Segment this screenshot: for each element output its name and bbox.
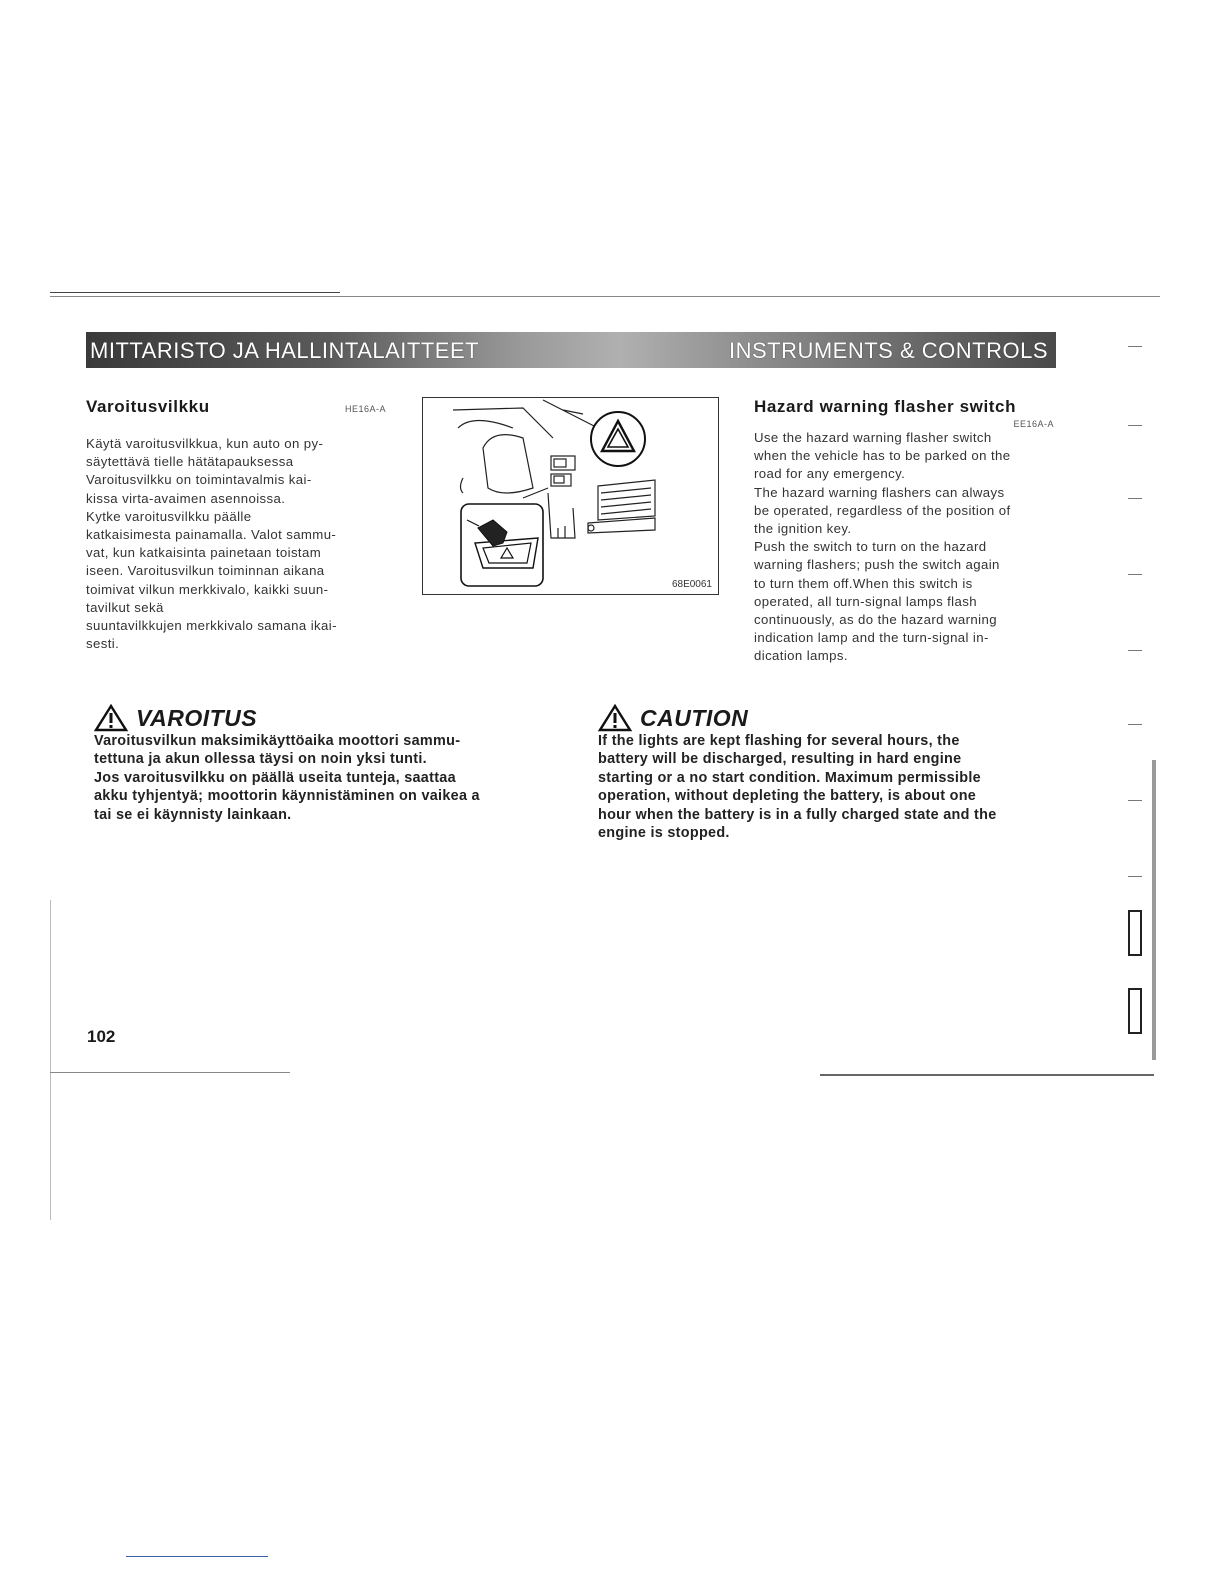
- caution-line: engine is stopped.: [598, 825, 730, 842]
- fi-line: iseen. Varoitusvilkun toiminnan aikana: [86, 563, 325, 579]
- fi-line: toimivat vilkun merkkivalo, kaikki suun-: [86, 581, 329, 597]
- edge-shadow: [1152, 760, 1156, 1060]
- warning-triangle-icon: [94, 704, 128, 732]
- en-line: Use the hazard warning flasher switch: [754, 430, 992, 445]
- varoitus-line: Jos varoitusvilkku on päällä useita tunteja, saattaa: [94, 769, 456, 786]
- fi-code: HE16A-A: [344, 404, 386, 414]
- edge-mark: [1128, 574, 1142, 575]
- fi-section: [86, 397, 386, 653]
- edge-mark: [1128, 425, 1142, 426]
- en-line: be operated, regardless of the position of: [754, 502, 1011, 518]
- en-line: the ignition key.: [754, 521, 852, 537]
- edge-mark: [1128, 650, 1142, 651]
- caution-line: operation, without depleting the battery, is about one: [598, 788, 977, 805]
- figure-code: 68E0061: [671, 579, 712, 590]
- en-line: The hazard warning flashers can always: [754, 484, 1005, 500]
- fi-line: vat, kun katkaisinta painetaan toistam: [86, 545, 322, 561]
- en-line: road for any emergency.: [754, 466, 906, 482]
- en-code: EE16A-A: [1013, 419, 1054, 429]
- warning-triangle-icon: [598, 704, 632, 732]
- en-line: to turn them off.When this switch is: [754, 575, 973, 591]
- en-line: continuously, as do the hazard warning: [754, 612, 997, 628]
- page-number: 102: [87, 1027, 116, 1046]
- caution-line: hour when the battery is in a fully charged state and the: [598, 806, 997, 823]
- fi-body: [86, 435, 386, 653]
- edge-mark: [1128, 876, 1142, 877]
- caution-title: CAUTION: [640, 704, 749, 731]
- fi-line: sesti.: [86, 636, 120, 652]
- fi-line: kissa virta-avaimen asennoissa.: [86, 490, 286, 506]
- fi-line: Käytä varoitusvilkkua, kun auto on py-: [86, 436, 324, 451]
- dashboard-illustration: [423, 398, 718, 594]
- en-line: indication lamp and the turn-signal in-: [754, 630, 989, 646]
- fi-heading: Varoitusvilkku: [86, 397, 210, 416]
- edge-tab: [1128, 910, 1142, 956]
- fi-line: suuntavilkkujen merkkivalo samana ikai-: [86, 618, 337, 634]
- varoitus-body: [94, 732, 544, 824]
- fi-line: Varoitusvilkku on toimintavalmis kai-: [86, 472, 312, 488]
- fi-line: Kytke varoitusvilkku päälle: [86, 508, 252, 524]
- caution-body: [598, 732, 1046, 842]
- edge-mark: [1128, 724, 1142, 725]
- varoitus-line: akku tyhjentyä; moottorin käynnistäminen on vaikea a: [94, 788, 480, 805]
- caution-title-row: [598, 704, 1046, 732]
- varoitus-title-row: [94, 704, 544, 732]
- varoitus-title: VAROITUS: [136, 704, 258, 731]
- hazard-switch-figure: [422, 397, 719, 595]
- edge-mark: [1128, 498, 1142, 499]
- fi-line: tavilkut sekä: [86, 599, 164, 615]
- fi-line: säytettävä tielle hätätapauksessa: [86, 454, 294, 470]
- en-line: warning flashers; push the switch again: [754, 557, 1000, 573]
- bottom-rule-left: [50, 1072, 290, 1073]
- caution-line: If the lights are kept flashing for several hours, the: [598, 733, 960, 749]
- edge-mark: [1128, 346, 1142, 347]
- varoitus-line: tai se ei käynnisty lainkaan.: [94, 806, 292, 823]
- caution-line: battery will be discharged, resulting in hard engine: [598, 751, 962, 768]
- en-line: operated, all turn-signal lamps flash: [754, 593, 977, 609]
- en-heading: Hazard warning flasher switch: [754, 397, 1017, 416]
- banner-title-fi: MITTARISTO JA HALLINTALAITTEET: [90, 338, 480, 363]
- fi-line: katkaisimesta painamalla. Valot sammu-: [86, 527, 337, 543]
- scan-edge-line: [50, 900, 51, 1220]
- en-line: when the vehicle has to be parked on the: [754, 448, 1011, 464]
- edge-tab: [1128, 988, 1142, 1034]
- en-line: Push the switch to turn on the hazard: [754, 539, 987, 555]
- caution-box: [598, 704, 1046, 842]
- top-rule-short: [50, 292, 340, 293]
- caution-line: starting or a no start condition. Maximum permissible: [598, 769, 981, 786]
- en-body: [754, 429, 1054, 666]
- varoitus-line: tettuna ja akun ollessa täysi on noin yksi tunti.: [94, 751, 427, 768]
- blue-underline: [126, 1556, 268, 1557]
- edge-mark: [1128, 800, 1142, 801]
- banner-title-en: INSTRUMENTS & CONTROLS: [728, 338, 1048, 363]
- en-line: dication lamps.: [754, 648, 848, 664]
- top-rule: [50, 296, 1160, 297]
- en-section: [754, 397, 1054, 666]
- bottom-rule-right: [820, 1074, 1154, 1076]
- varoitus-box: [94, 704, 544, 824]
- varoitus-line: Varoitusvilkun maksimikäyttöaika moottori sammu-: [94, 733, 461, 749]
